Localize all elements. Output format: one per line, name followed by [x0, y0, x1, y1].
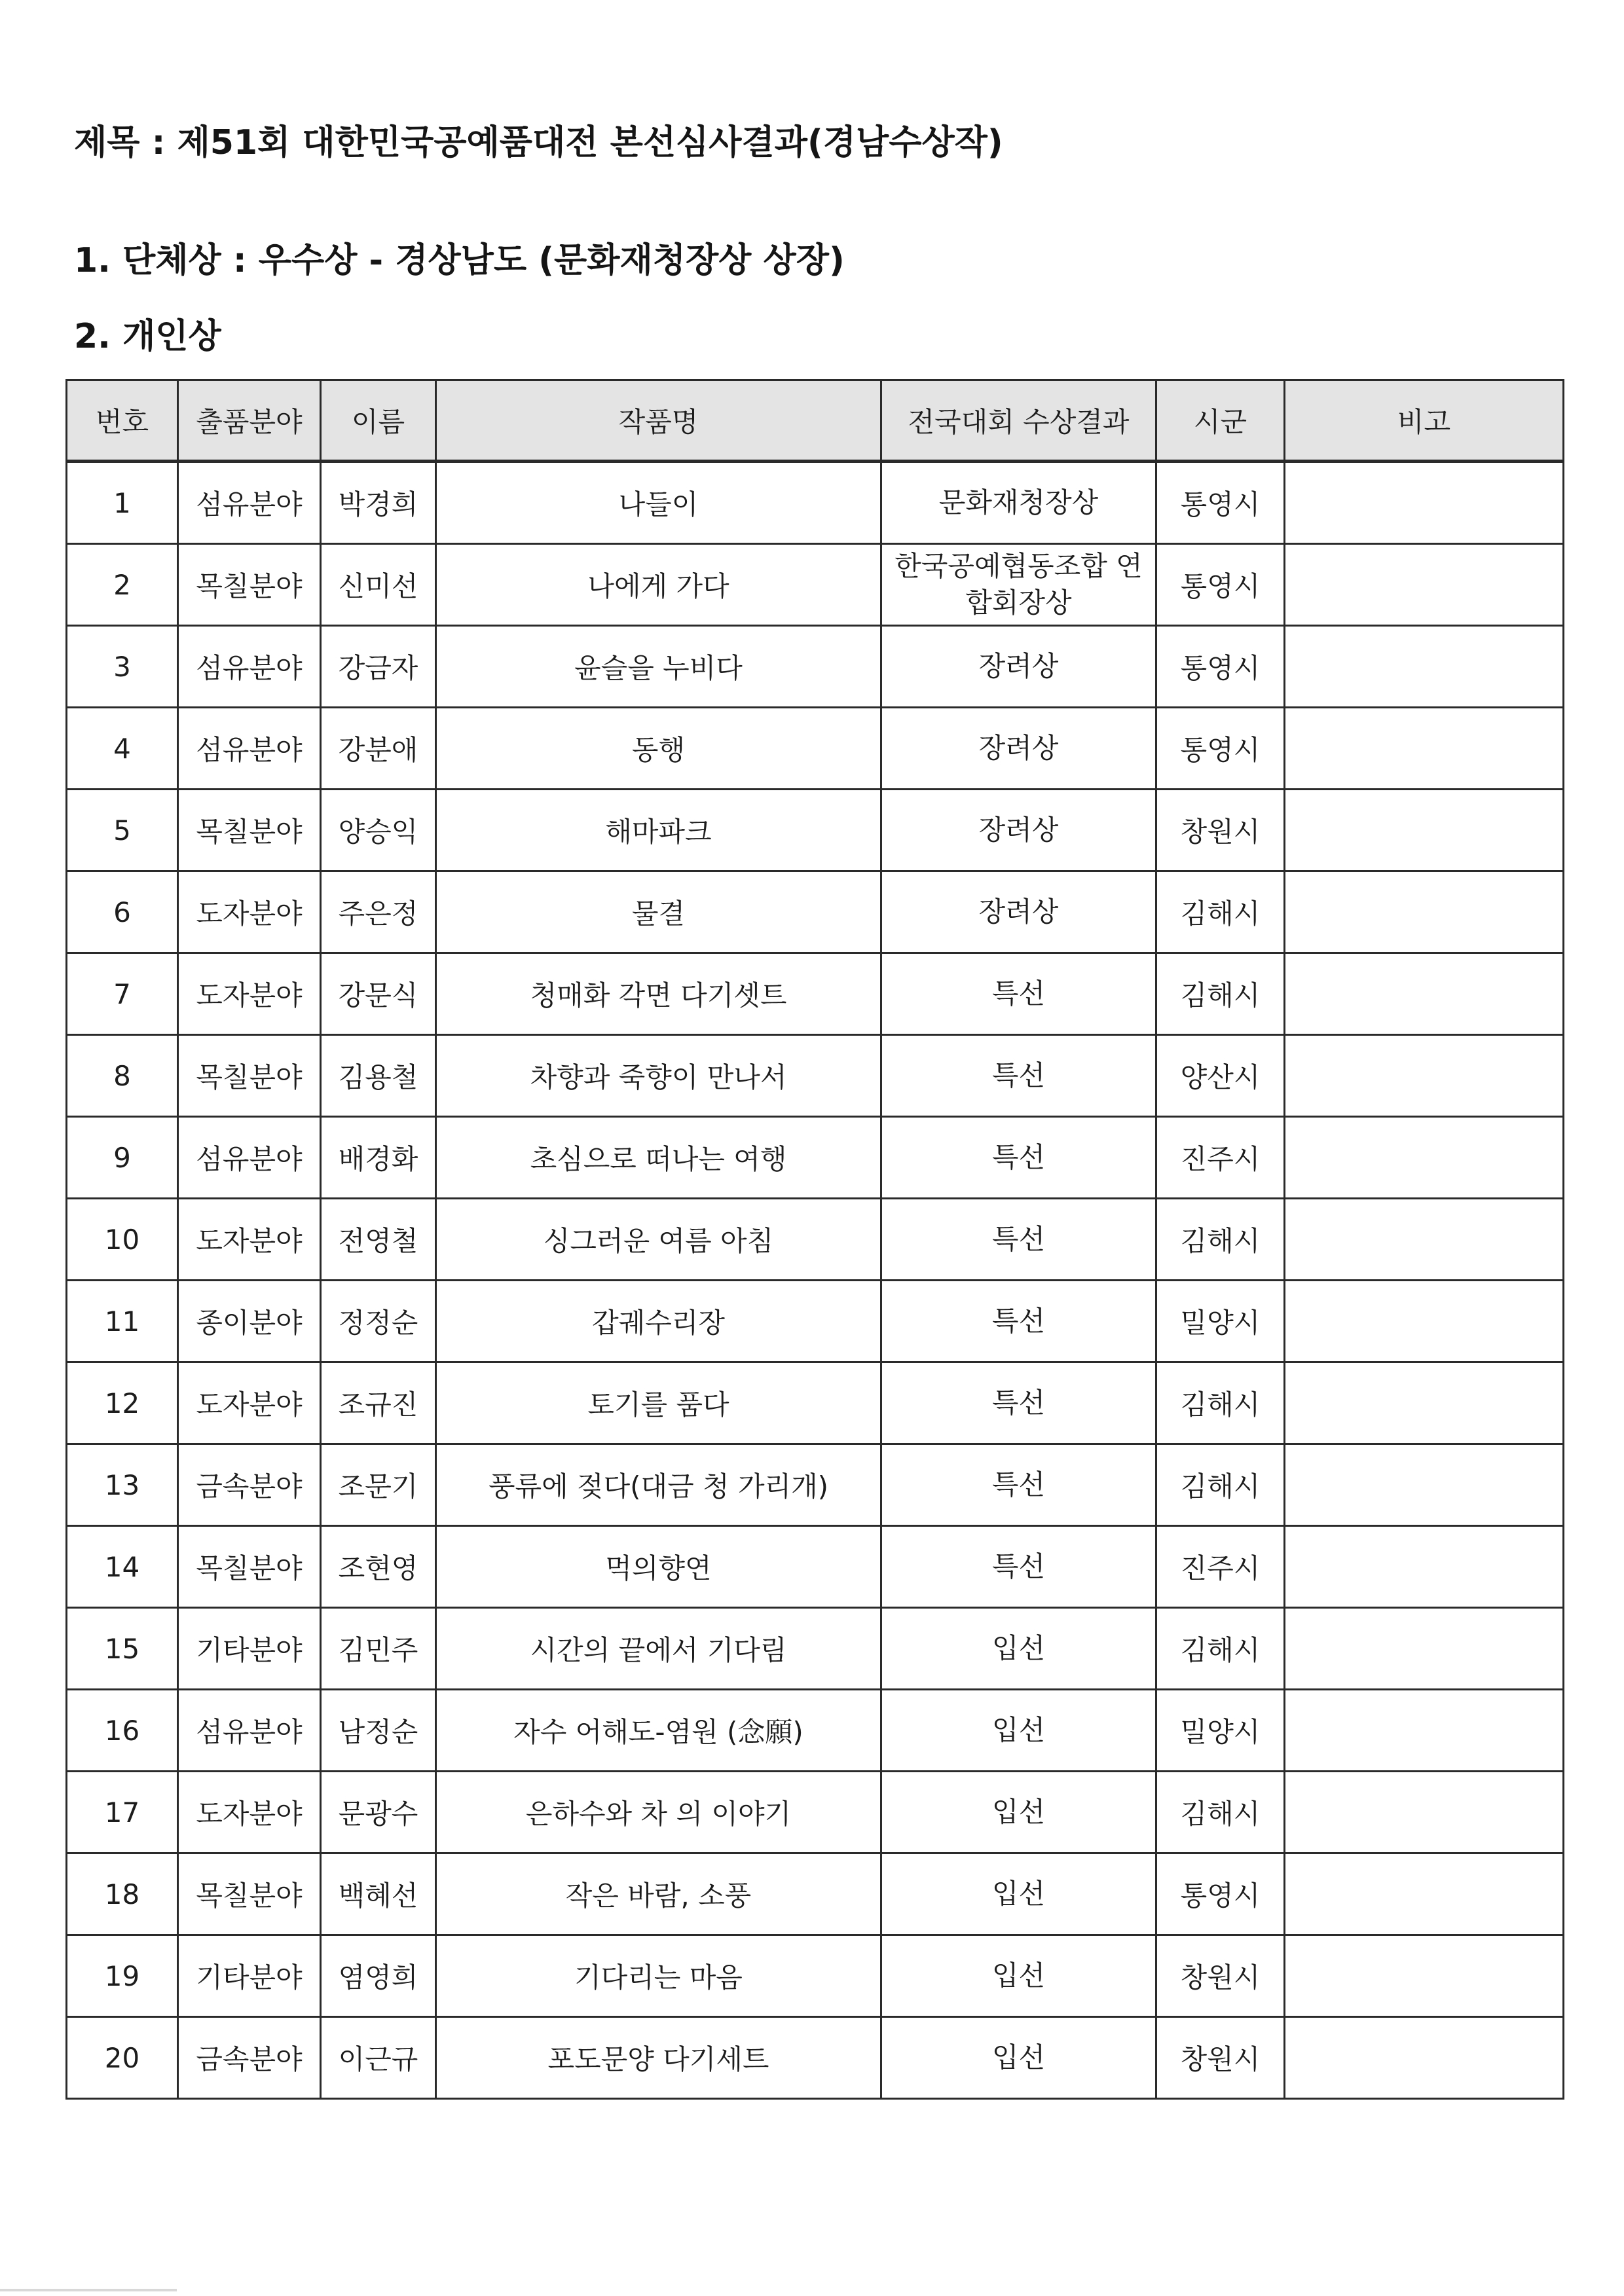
cell-name: 남정순	[321, 1690, 436, 1772]
table-row	[67, 1608, 1564, 1690]
cell-field: 금속분야	[178, 2017, 321, 2099]
cell-name: 전영철	[321, 1199, 436, 1281]
cell-name: 강문식	[321, 953, 436, 1035]
cell-number: 15	[67, 1608, 178, 1690]
cell-name: 김민주	[321, 1608, 436, 1690]
cell-field: 섬유분야	[178, 626, 321, 708]
cell-number: 18	[67, 1853, 178, 1935]
group-award-heading: 1. 단체상 : 우수상 - 경상남도 (문화재청장상 상장)	[74, 241, 845, 280]
cell-work-title: 물결	[436, 871, 881, 953]
cell-note	[1285, 1199, 1564, 1281]
cell-city: 양산시	[1156, 1035, 1285, 1117]
cell-city: 김해시	[1156, 1362, 1285, 1444]
cell-award-result: 입선	[881, 1772, 1156, 1853]
cell-name: 정정순	[321, 1281, 436, 1362]
cell-name: 조규진	[321, 1362, 436, 1444]
cell-city: 통영시	[1156, 462, 1285, 544]
cell-number: 12	[67, 1362, 178, 1444]
cell-city: 김해시	[1156, 1199, 1285, 1281]
table-row	[67, 1362, 1564, 1444]
cell-number: 10	[67, 1199, 178, 1281]
cell-note	[1285, 1035, 1564, 1117]
cell-field: 섬유분야	[178, 1117, 321, 1199]
cell-city: 통영시	[1156, 626, 1285, 708]
table-row	[67, 1935, 1564, 2017]
cell-number: 9	[67, 1117, 178, 1199]
cell-note	[1285, 1362, 1564, 1444]
cell-city: 김해시	[1156, 1772, 1285, 1853]
cell-work-title: 나에게 가다	[436, 544, 881, 626]
document-title: 제목 : 제51회 대한민국공예품대전 본선심사결과(경남수상작)	[74, 123, 1003, 162]
cell-number: 13	[67, 1444, 178, 1526]
cell-number: 8	[67, 1035, 178, 1117]
cell-number: 16	[67, 1690, 178, 1772]
cell-number: 19	[67, 1935, 178, 2017]
cell-number: 5	[67, 790, 178, 871]
cell-award-result: 입선	[881, 1690, 1156, 1772]
cell-work-title: 해마파크	[436, 790, 881, 871]
table-header	[67, 380, 1564, 462]
cell-city: 통영시	[1156, 1853, 1285, 1935]
cell-field: 기타분야	[178, 1935, 321, 2017]
cell-work-title: 청매화 각면 다기셋트	[436, 953, 881, 1035]
cell-work-title: 작은 바람, 소풍	[436, 1853, 881, 1935]
cell-city: 김해시	[1156, 871, 1285, 953]
header-note: 비고	[1285, 380, 1564, 462]
cell-award-result: 특선	[881, 1281, 1156, 1362]
cell-field: 목칠분야	[178, 544, 321, 626]
cell-note	[1285, 708, 1564, 790]
cell-field: 섬유분야	[178, 462, 321, 544]
cell-name: 신미선	[321, 544, 436, 626]
table-row	[67, 2017, 1564, 2099]
cell-work-title: 동행	[436, 708, 881, 790]
cell-city: 창원시	[1156, 1935, 1285, 2017]
cell-number: 14	[67, 1526, 178, 1608]
individual-award-heading: 2. 개인상	[74, 317, 221, 356]
cell-number: 6	[67, 871, 178, 953]
cell-work-title: 갑궤수리장	[436, 1281, 881, 1362]
cell-work-title: 은하수와 차 의 이야기	[436, 1772, 881, 1853]
cell-field: 도자분야	[178, 1772, 321, 1853]
cell-award-result: 장려상	[881, 626, 1156, 708]
cell-field: 섬유분야	[178, 1690, 321, 1772]
cell-award-result: 입선	[881, 1935, 1156, 2017]
cell-name: 염영희	[321, 1935, 436, 2017]
header-row	[67, 380, 1564, 462]
scan-edge-mark	[0, 2289, 177, 2291]
results-table	[65, 379, 1564, 2100]
cell-note	[1285, 462, 1564, 544]
cell-name: 주은정	[321, 871, 436, 953]
cell-city: 통영시	[1156, 544, 1285, 626]
cell-number: 1	[67, 462, 178, 544]
cell-work-title: 차향과 죽향이 만나서	[436, 1035, 881, 1117]
table-row	[67, 626, 1564, 708]
cell-work-title: 윤슬을 누비다	[436, 626, 881, 708]
cell-note	[1285, 1690, 1564, 1772]
cell-number: 2	[67, 544, 178, 626]
table-row	[67, 953, 1564, 1035]
table-row	[67, 1772, 1564, 1853]
cell-name: 박경희	[321, 462, 436, 544]
table-row	[67, 1281, 1564, 1362]
cell-note	[1285, 1935, 1564, 2017]
cell-field: 목칠분야	[178, 790, 321, 871]
cell-note	[1285, 953, 1564, 1035]
cell-field: 금속분야	[178, 1444, 321, 1526]
cell-note	[1285, 1444, 1564, 1526]
cell-name: 백혜선	[321, 1853, 436, 1935]
header-number: 번호	[67, 380, 178, 462]
cell-award-result: 특선	[881, 1362, 1156, 1444]
cell-note	[1285, 626, 1564, 708]
cell-work-title: 시간의 끝에서 기다림	[436, 1608, 881, 1690]
cell-work-title: 나들이	[436, 462, 881, 544]
cell-field: 도자분야	[178, 953, 321, 1035]
cell-award-result: 특선	[881, 1117, 1156, 1199]
cell-award-result: 장려상	[881, 708, 1156, 790]
cell-name: 문광수	[321, 1772, 436, 1853]
cell-award-result: 입선	[881, 1608, 1156, 1690]
cell-city: 김해시	[1156, 1444, 1285, 1526]
cell-work-title: 초심으로 떠나는 여행	[436, 1117, 881, 1199]
cell-work-title: 자수 어해도-염원 (念願)	[436, 1690, 881, 1772]
cell-city: 김해시	[1156, 953, 1285, 1035]
cell-note	[1285, 2017, 1564, 2099]
cell-award-result: 특선	[881, 953, 1156, 1035]
cell-city: 진주시	[1156, 1117, 1285, 1199]
cell-award-result: 문화재청장상	[881, 462, 1156, 544]
table-row	[67, 462, 1564, 544]
cell-field: 도자분야	[178, 871, 321, 953]
cell-city: 창원시	[1156, 790, 1285, 871]
cell-award-result: 특선	[881, 1526, 1156, 1608]
cell-city: 창원시	[1156, 2017, 1285, 2099]
cell-name: 강금자	[321, 626, 436, 708]
cell-number: 3	[67, 626, 178, 708]
cell-award-result: 장려상	[881, 871, 1156, 953]
cell-note	[1285, 1117, 1564, 1199]
cell-field: 목칠분야	[178, 1853, 321, 1935]
cell-work-title: 포도문양 다기세트	[436, 2017, 881, 2099]
table-row	[67, 1690, 1564, 1772]
header-award-result: 전국대회 수상결과	[881, 380, 1156, 462]
cell-award-result: 특선	[881, 1035, 1156, 1117]
cell-note	[1285, 1853, 1564, 1935]
cell-award-result: 한국공예협동조합 연합회장상	[881, 544, 1156, 626]
cell-number: 4	[67, 708, 178, 790]
cell-field: 목칠분야	[178, 1035, 321, 1117]
header-city: 시군	[1156, 380, 1285, 462]
cell-name: 조현영	[321, 1526, 436, 1608]
cell-work-title: 기다리는 마음	[436, 1935, 881, 2017]
cell-field: 종이분야	[178, 1281, 321, 1362]
cell-note	[1285, 871, 1564, 953]
cell-work-title: 싱그러운 여름 아침	[436, 1199, 881, 1281]
table-row	[67, 544, 1564, 626]
cell-note	[1285, 1281, 1564, 1362]
cell-name: 조문기	[321, 1444, 436, 1526]
table-row	[67, 1035, 1564, 1117]
table-row	[67, 1199, 1564, 1281]
cell-number: 7	[67, 953, 178, 1035]
table-row	[67, 1853, 1564, 1935]
table-row	[67, 871, 1564, 953]
table-body	[67, 462, 1564, 2099]
cell-name: 양승익	[321, 790, 436, 871]
cell-city: 진주시	[1156, 1526, 1285, 1608]
cell-note	[1285, 1608, 1564, 1690]
table-row	[67, 708, 1564, 790]
cell-award-result: 입선	[881, 2017, 1156, 2099]
table-row	[67, 1444, 1564, 1526]
cell-field: 도자분야	[178, 1199, 321, 1281]
cell-city: 김해시	[1156, 1608, 1285, 1690]
header-name: 이름	[321, 380, 436, 462]
cell-name: 배경화	[321, 1117, 436, 1199]
cell-field: 섬유분야	[178, 708, 321, 790]
cell-note	[1285, 1526, 1564, 1608]
cell-work-title: 토기를 품다	[436, 1362, 881, 1444]
cell-city: 밀양시	[1156, 1690, 1285, 1772]
cell-number: 20	[67, 2017, 178, 2099]
cell-award-result: 장려상	[881, 790, 1156, 871]
cell-work-title: 풍류에 젖다(대금 청 가리개)	[436, 1444, 881, 1526]
cell-name: 강분애	[321, 708, 436, 790]
cell-name: 이근규	[321, 2017, 436, 2099]
table-row	[67, 790, 1564, 871]
cell-note	[1285, 790, 1564, 871]
cell-number: 17	[67, 1772, 178, 1853]
cell-field: 기타분야	[178, 1608, 321, 1690]
cell-number: 11	[67, 1281, 178, 1362]
cell-note	[1285, 1772, 1564, 1853]
cell-name: 김용철	[321, 1035, 436, 1117]
header-field: 출품분야	[178, 380, 321, 462]
cell-field: 도자분야	[178, 1362, 321, 1444]
cell-award-result: 특선	[881, 1199, 1156, 1281]
table-row	[67, 1526, 1564, 1608]
cell-city: 통영시	[1156, 708, 1285, 790]
table-row	[67, 1117, 1564, 1199]
header-work-title: 작품명	[436, 380, 881, 462]
cell-award-result: 특선	[881, 1444, 1156, 1526]
cell-city: 밀양시	[1156, 1281, 1285, 1362]
cell-award-result: 입선	[881, 1853, 1156, 1935]
cell-note	[1285, 544, 1564, 626]
cell-work-title: 먹의향연	[436, 1526, 881, 1608]
cell-field: 목칠분야	[178, 1526, 321, 1608]
